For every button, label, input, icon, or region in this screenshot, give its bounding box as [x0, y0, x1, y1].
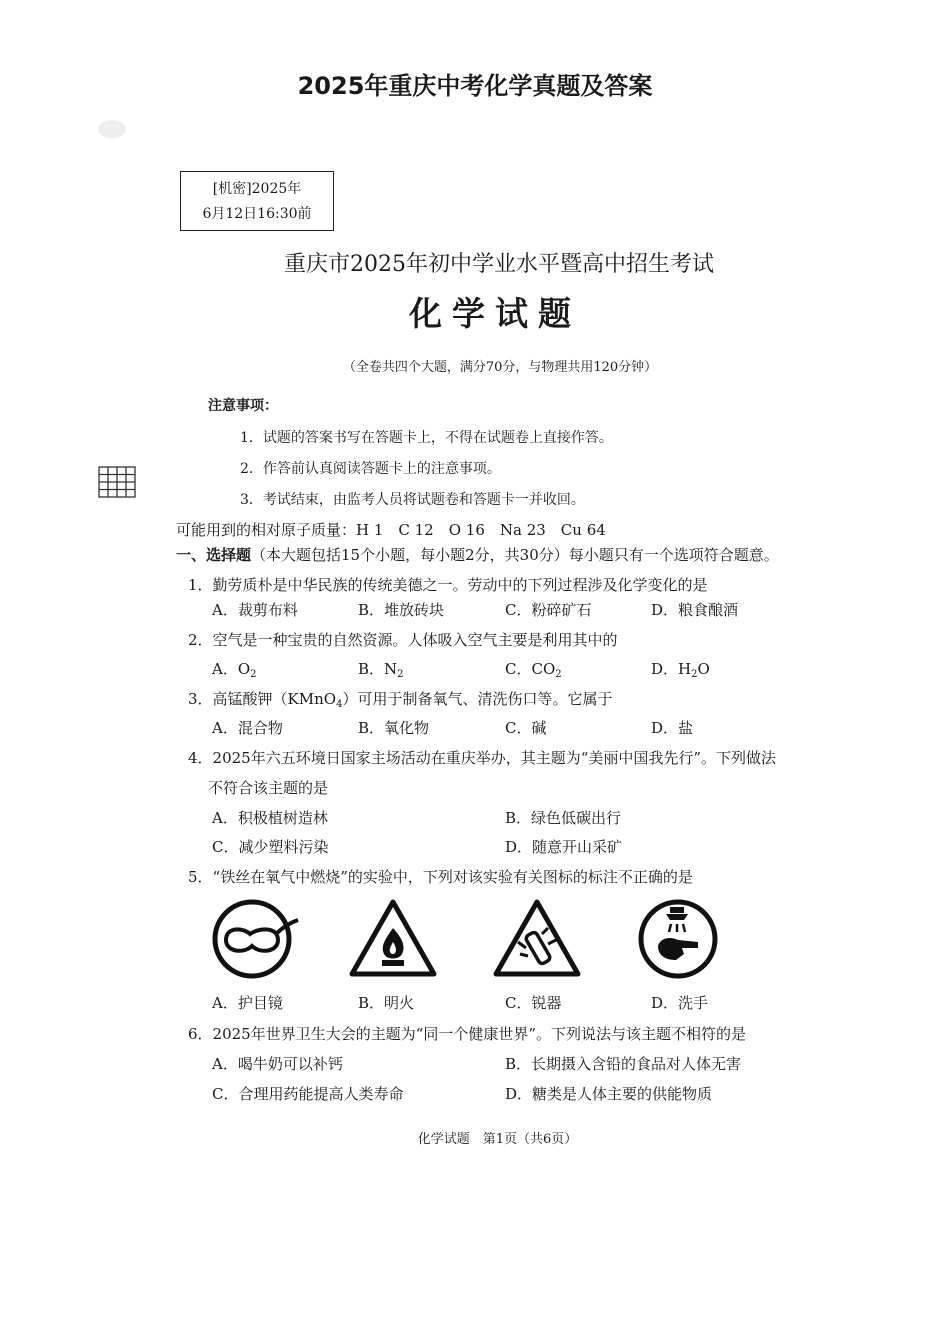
document-title: 2025年重庆中考化学真题及答案	[297, 72, 653, 100]
option-d: D．粮食酿酒	[651, 601, 739, 619]
option-text: B．N	[358, 660, 398, 678]
question-stem: 2．空气是一种宝贵的自然资源。人体吸入空气主要是利用其中的	[188, 631, 618, 649]
grid-icon	[98, 466, 136, 498]
option-b: B．绿色低碳出行	[505, 809, 622, 827]
option-c	[505, 658, 562, 680]
section-heading	[176, 544, 779, 565]
question-stem: 6．2025年世界卫生大会的主题为“同一个健康世界”。下列说法与该主题不相符的是	[188, 1025, 747, 1043]
subscript: 2	[691, 669, 698, 680]
option-text: D．H	[651, 660, 692, 678]
option-d: D．随意开山采矿	[505, 838, 623, 856]
confidential-box	[180, 171, 334, 231]
option-c: C．碱	[505, 719, 547, 737]
exam-name: 重庆市2025年初中学业水平暨高中招生考试	[284, 252, 714, 277]
option-b: B．明火	[358, 994, 415, 1012]
section-instructions: （本大题包括15个小题，每小题2分，共30分）每小题只有一个选项符合题意。	[251, 546, 779, 564]
option-d: D．洗手	[651, 994, 709, 1012]
wash-hands-icon	[636, 898, 720, 980]
option-d: D．糖类是人体主要的供能物质	[505, 1085, 713, 1103]
question-stem-continued: 不符合该主题的是	[208, 779, 329, 797]
option-b: B．氧化物	[358, 719, 430, 737]
confidential-line-1: [机密]2025年	[212, 181, 302, 197]
option-c: C．粉碎矿石	[505, 601, 592, 619]
option-b: B．堆放砖块	[358, 601, 445, 619]
goggles-icon	[208, 898, 300, 980]
option-text-suffix: O	[697, 660, 710, 678]
confidential-line-2: 6月12日16:30前	[202, 206, 312, 222]
notice-item: 2．作答前认真阅读答题卡上的注意事项。	[240, 461, 501, 477]
option-a: A．护目镜	[212, 994, 283, 1012]
exam-info: （全卷共四个大题，满分70分，与物理共用120分钟）	[342, 360, 658, 375]
stem-text: 3．高锰酸钾（KMnO	[188, 690, 337, 708]
open-flame-icon	[348, 898, 438, 980]
subscript: 2	[250, 669, 257, 680]
page-footer: 化学试题 第1页（共6页）	[417, 1132, 578, 1147]
sharp-object-icon	[492, 898, 582, 980]
question-stem: 5．“铁丝在氧气中燃烧”的实验中，下列对该实验有关图标的标注不正确的是	[188, 868, 693, 886]
option-d	[651, 658, 710, 680]
option-c: C．合理用药能提高人类寿命	[212, 1085, 404, 1103]
notice-item: 3．考试结束，由监考人员将试题卷和答题卡一并收回。	[240, 492, 585, 508]
option-a: A．积极植树造林	[212, 809, 328, 827]
option-c: C．减少塑料污染	[212, 838, 329, 856]
option-b	[358, 658, 404, 680]
subscript: 4	[336, 699, 343, 710]
subscript: 2	[397, 669, 404, 680]
atomic-masses: 可能用到的相对原子质量：H 1 C 12 O 16 Na 23 Cu 64	[176, 521, 606, 539]
subscript: 2	[555, 669, 562, 680]
subject-title: 化学试题	[409, 294, 581, 333]
section-label: 一、选择题	[176, 546, 252, 564]
notice-title: 注意事项：	[208, 398, 278, 414]
option-a	[212, 658, 257, 680]
question-stem	[188, 688, 612, 710]
scan-smudge	[98, 120, 126, 138]
notice-item: 1．试题的答案书写在答题卡上，不得在试题卷上直接作答。	[240, 430, 613, 446]
option-text: C．CO	[505, 660, 556, 678]
stem-text: ）可用于制备氧气、清洗伤口等。它属于	[342, 690, 613, 708]
option-c: C．锐器	[505, 994, 562, 1012]
option-a: A．喝牛奶可以补钙	[212, 1055, 343, 1073]
question-stem: 1．勤劳质朴是中华民族的传统美德之一。劳动中的下列过程涉及化学变化的是	[188, 576, 708, 594]
option-a: A．混合物	[212, 719, 283, 737]
option-d: D．盐	[651, 719, 694, 737]
question-stem: 4．2025年六五环境日国家主场活动在重庆举办，其主题为“美丽中国我先行”。下列做法	[188, 749, 777, 767]
option-text: A．O	[212, 660, 251, 678]
option-b: B．长期摄入含铅的食品对人体无害	[505, 1055, 742, 1073]
option-a: A．裁剪布料	[212, 601, 298, 619]
